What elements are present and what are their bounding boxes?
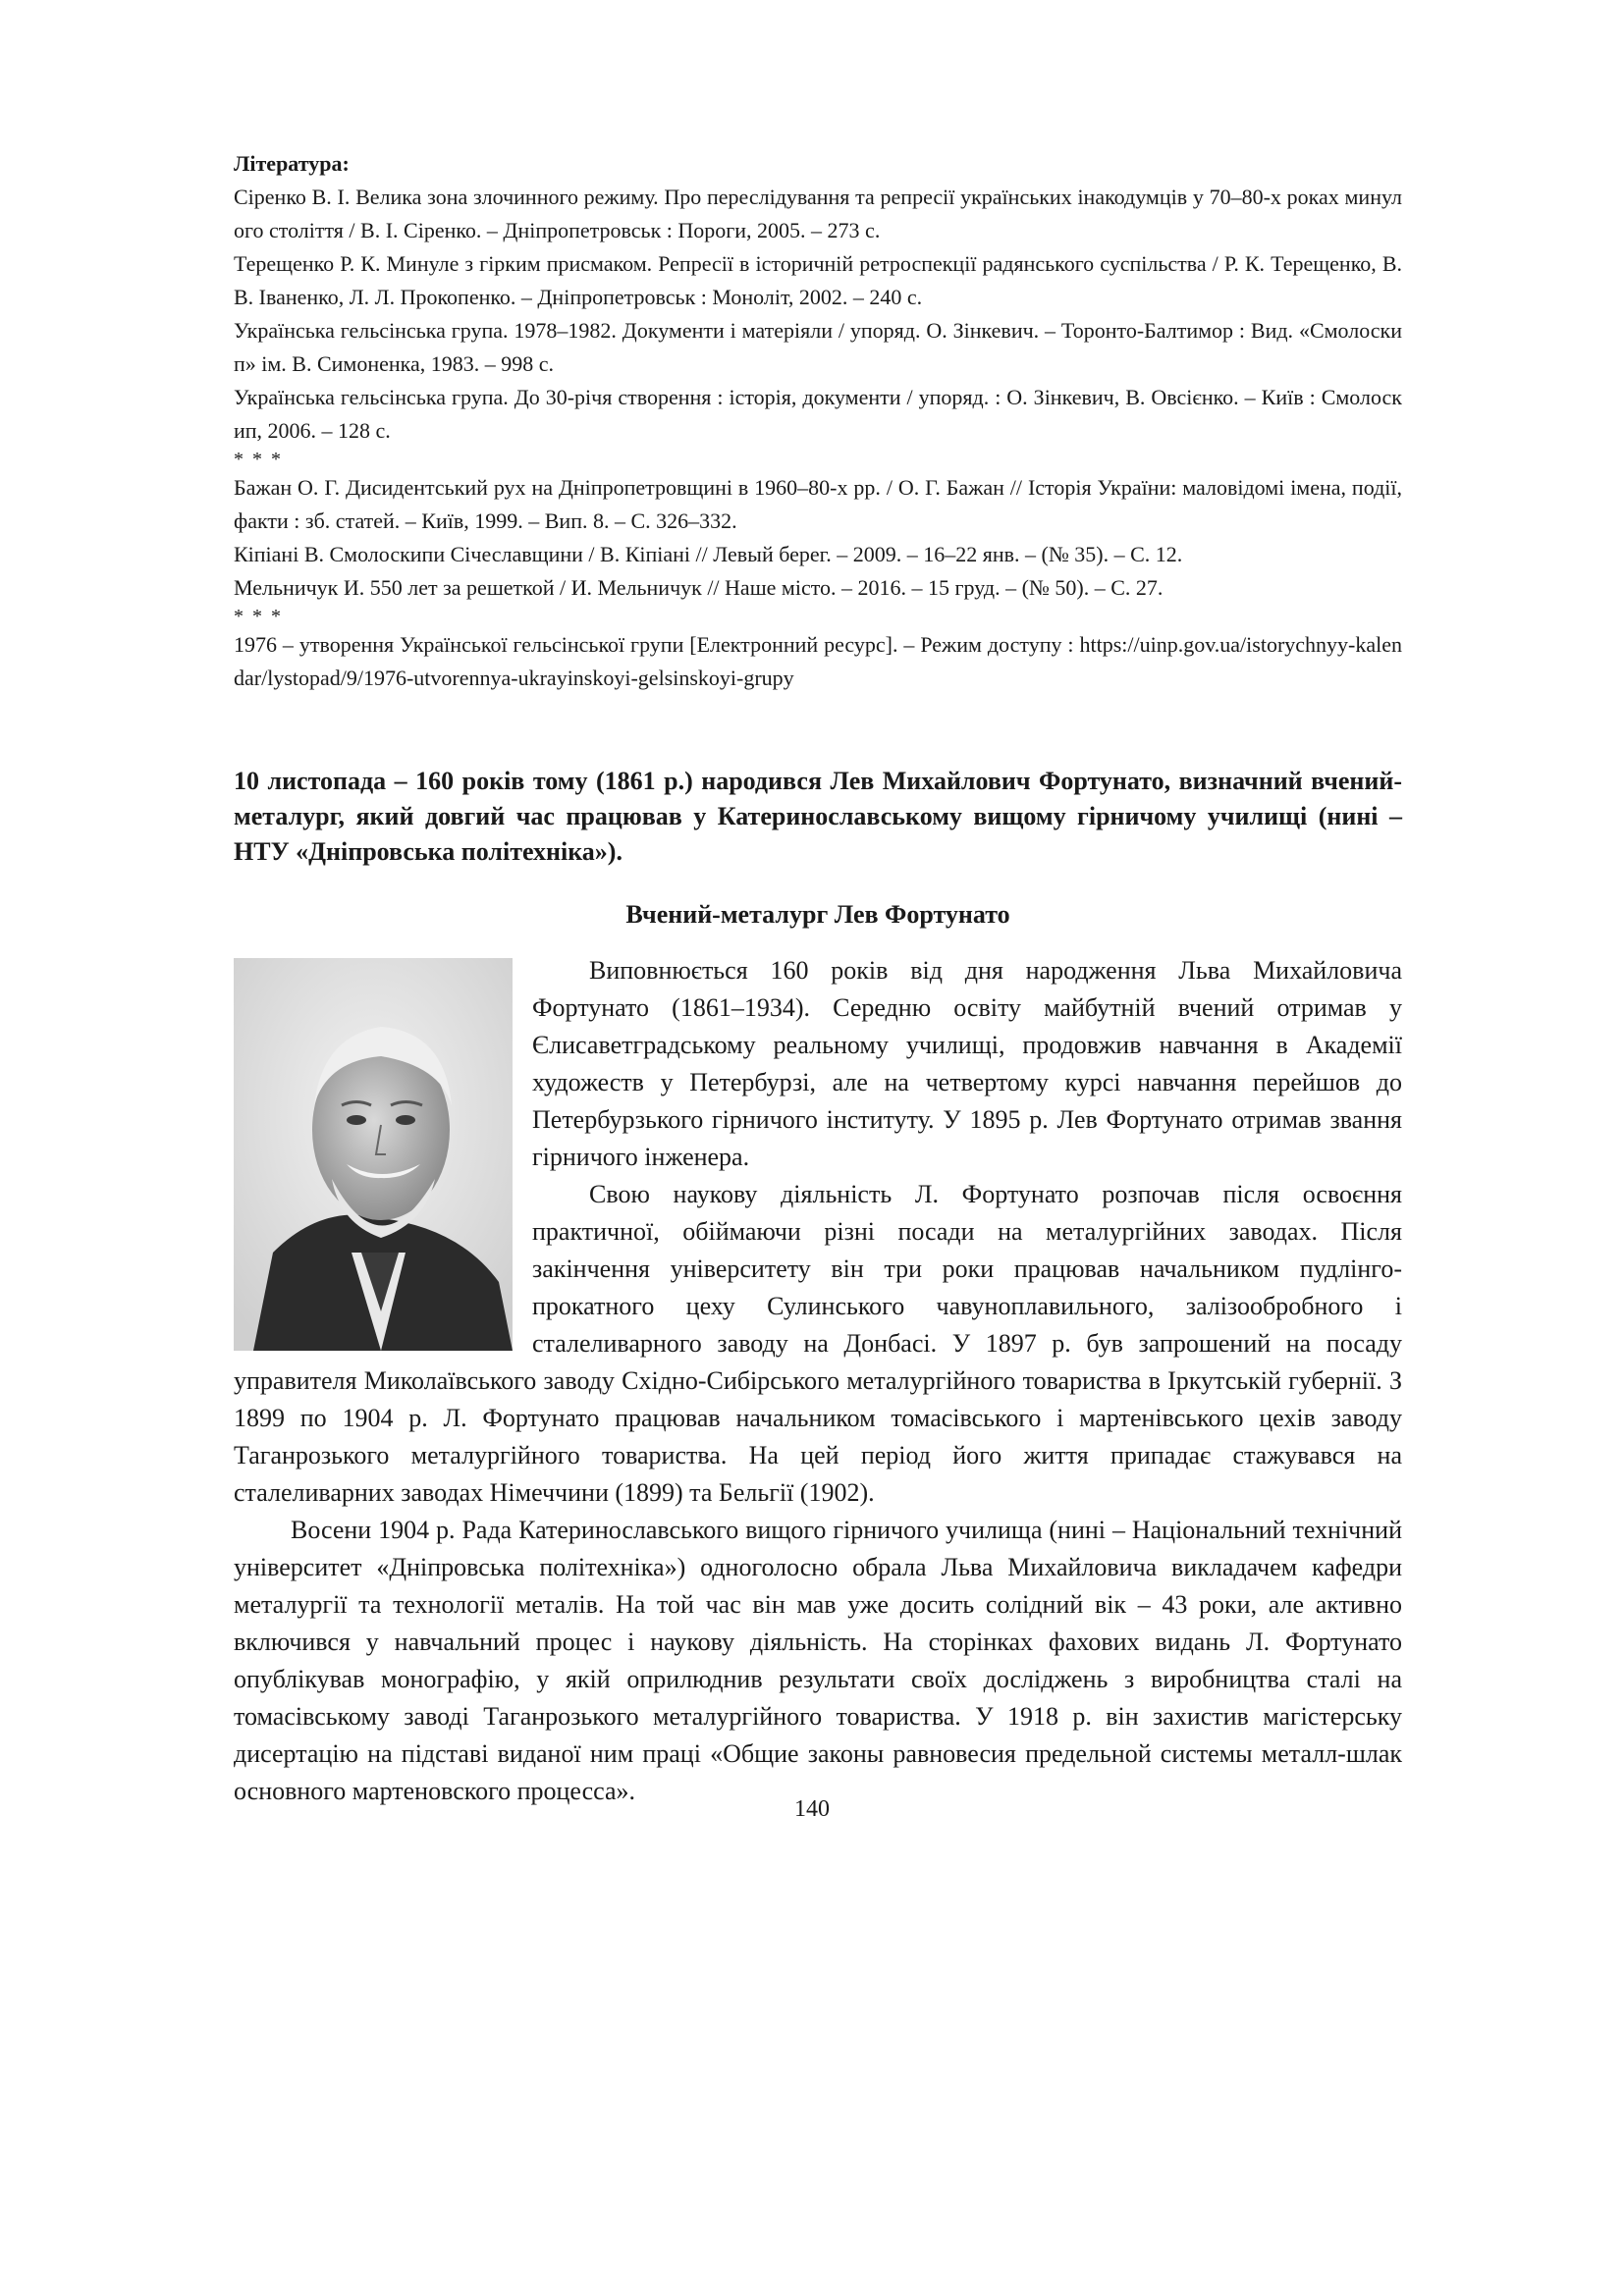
article-paragraph: Виповнюється 160 років від дня народження Льва Михайловича Фортунато (1861–1934). Середню освіту майбутній вчений отримав у Єлисаветградському реальному училищі, продовжив навчання в Академії художеств у Петербурзі, але на четвертому курсі навчання перейшов до Петербурзького гірничого інституту. У 1895 р. Лев Фортунато отримав звання гірничого інженера.	[532, 956, 1402, 1171]
page-content	[234, 147, 1402, 1810]
literature-item: Терещенко Р. К. Минуле з гірким присмаком. Репресії в історичній ретроспекції радянського суспільства / Р. К. Терещенко, В. В. Іваненко, Л. Л. Прокопенко. – Дніпропетровськ : Моноліт, 2002. – 240 с.	[234, 251, 1402, 309]
literature-item: Мельничук И. 550 лет за решеткой / И. Мельничук // Наше місто. – 2016. – 15 груд. – (№ 50). – С. 27.	[234, 575, 1164, 600]
literature-list-1	[234, 181, 1402, 448]
page-number: 140	[794, 1796, 830, 1822]
literature-item: Українська гельсінська група. До 30-річя створення : історія, документи / упоряд. : О. Зінкевич, В. Овсієнко. – Київ : Смолоскип, 2006. – 128 с.	[234, 385, 1402, 443]
literature-item: Бажан О. Г. Дисидентський рух на Дніпропетровщині в 1960–80-х рр. / О. Г. Бажан // Історія України: маловідомі імена, події, факти : зб. статей. – Київ, 1999. – Вип. 8. – С. 326–332.	[234, 475, 1402, 533]
article-body	[234, 952, 1402, 1810]
literature-item: Українська гельсінська група. 1978–1982. Документи і матеріяли / упоряд. О. Зінкевич. – Торонто-Балтимор : Вид. «Смолоскип» ім. В. Симоненка, 1983. – 998 с.	[234, 318, 1402, 376]
article-paragraph: Свою наукову діяльність Л. Фортунато розпочав після освоєння практичної, обіймаючи різні посади на металургійних заводах. Після закінчення університету він три роки працював начальником пудлінго-прокатного цеху Сулинського чавуноплавильного, залізообробного і сталеливарного заводу на Донбасі. У 1897 р. був запрошений на посаду управителя Миколаївського заводу Східно-Сибірського металургійного товариства в Іркутській губернії. З 1899 по 1904 р. Л. Фортунато працював начальником томасівського і мартенівського цехів заводу Таганрозького металургійного товариства. На цей період його життя припадає стажувався на сталеливарних заводах Німеччини (1899) та Бельгії (1902).	[234, 1180, 1402, 1507]
literature-item-url: 1976 – утворення Української гельсінської групи [Електронний ресурс]. – Режим доступу : https://uinp.gov.ua/istorychnyy-kalendar/lystopad/9/1976-utvorennya-ukrayinskoyi-gelsinskoyi-grupy	[234, 632, 1402, 690]
portrait-photo	[234, 958, 513, 1351]
literature-separator: * * *	[234, 606, 283, 627]
event-intro: 10 листопада – 160 років тому (1861 р.) народився Лев Михайлович Фортунато, визначний вчений-металург, який довгий час працював у Катеринославському вищому гірничому училищі (нині – НТУ «Дніпровська політехніка»).	[234, 767, 1402, 866]
literature-item: Сіренко В. І. Велика зона злочинного режиму. Про переслідування та репресії українських інакодумців у 70–80-х роках минулого століття / В. І. Сіренко. – Дніпропетровськ : Пороги, 2005. – 273 с.	[234, 185, 1402, 242]
literature-list-2	[234, 471, 1402, 605]
literature-item: Кіпіані В. Смолоскипи Січеславщини / В. Кіпіані // Левый берег. – 2009. – 16–22 янв. – (№ 35). – С. 12.	[234, 542, 1183, 566]
literature-heading: Література:	[234, 151, 350, 176]
article-title: Вчений-металург Лев Фортунато	[625, 900, 1010, 929]
literature-separator: * * *	[234, 449, 283, 470]
article-paragraph: Восени 1904 р. Рада Катеринославського вищого гірничого училища (нині – Національний технічний університет «Дніпровська політехніка») одноголосно обрала Льва Михайловича викладачем кафедри металургії та технології металів. На той час він мав уже досить солідний вік – 43 роки, але активно включився у навчальний процес і наукову діяльність. На сторінках фахових видань Л. Фортунато опублікував монографію, у якій оприлюднив результати своїх досліджень з виробництва сталі на томасівському заводі Таганрозького металургійного товариства. У 1918 р. він захистив магістерську дисертацію на підставі виданої ним праці «Общие законы равновесия предельной системы металл-шлак основного мартеновского процесса».	[234, 1516, 1402, 1805]
literature-list-3	[234, 628, 1402, 695]
